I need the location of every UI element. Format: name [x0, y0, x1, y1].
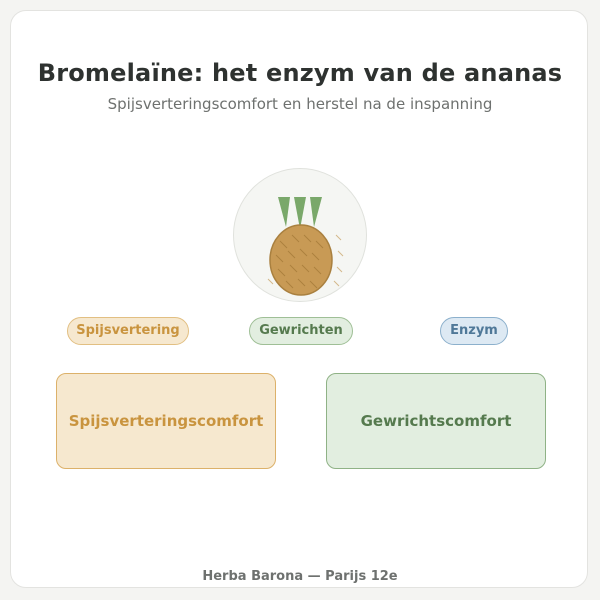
tag-joints: Gewrichten — [249, 317, 353, 345]
page-title: Bromelaïne: het enzym van de ananas — [37, 59, 563, 87]
pineapple-emblem — [233, 168, 367, 302]
pineapple-leaf-center — [294, 197, 306, 229]
pineapple-leaf-left — [278, 197, 290, 227]
pineapple-fruit — [270, 225, 332, 295]
footer-brand: Herba Barona — Parijs 12e — [202, 569, 398, 584]
infographic-card — [10, 10, 588, 588]
tag-enzyme: Enzym — [440, 317, 508, 345]
pineapple-icon — [234, 169, 368, 303]
digestive-comfort-box — [56, 373, 276, 469]
joint-comfort-label: Gewrichtscomfort — [360, 412, 512, 430]
pineapple-leaf-right — [310, 197, 322, 227]
joint-comfort-box — [326, 373, 546, 469]
digestive-comfort-label: Spijsverteringscomfort — [68, 412, 264, 430]
tag-digestion: Spijsvertering — [67, 317, 189, 345]
page-subtitle: Spijsverteringscomfort en herstel na de inspanning — [107, 95, 493, 113]
